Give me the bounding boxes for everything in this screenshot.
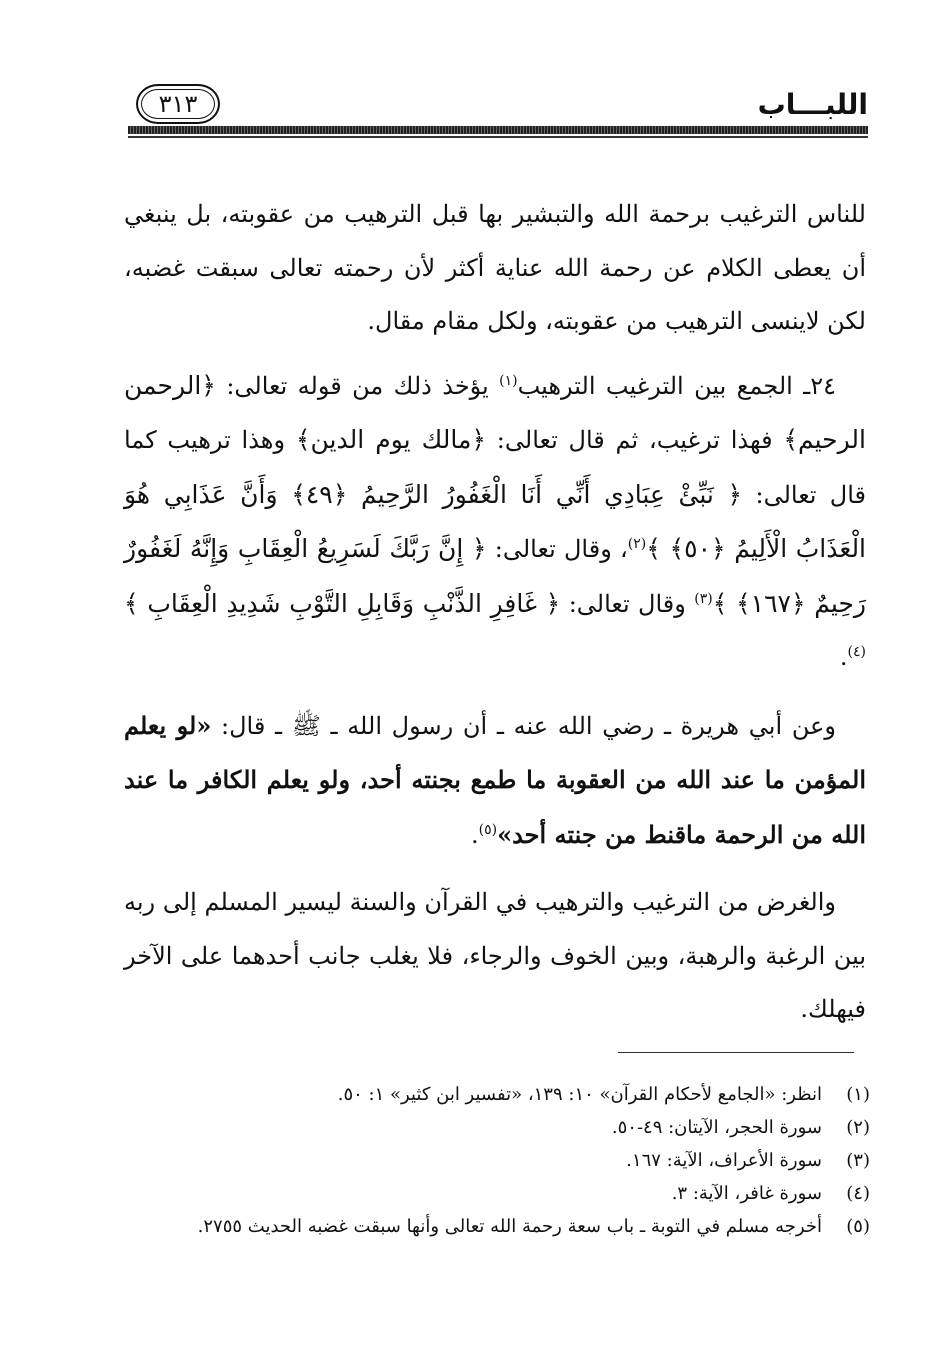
- quran-quote: ﴿مالك يوم الدين﴾: [295, 425, 487, 454]
- paragraph-3: [124, 699, 866, 863]
- footnote-text: سورة الحجر، الآيتان: ٤٩-٥٠.: [611, 1117, 822, 1138]
- page-number-badge: [136, 84, 220, 124]
- footnote-number: (٣): [846, 1150, 870, 1171]
- text-run: .: [470, 820, 479, 849]
- footnote-item: [118, 1146, 870, 1176]
- quran-verse: ﴿ نَبِّئْ عِبَادِي أَنِّي أَنَا الْغَفُورُ الرَّحِيمُ ﴿٤٩﴾ وَأَنَّ عَذَابِي هُوَ الْعَذَابُ الْأَلِيمُ ﴿٥٠﴾ ﴾: [124, 479, 867, 563]
- footnotes: [118, 1080, 870, 1245]
- paragraph-2: [124, 359, 866, 685]
- text-run: .: [839, 643, 848, 671]
- footnote-number: (١): [846, 1084, 870, 1105]
- footnote-ref-2: (٢): [627, 536, 647, 552]
- footnote-text: أخرجه مسلم في التوبة ـ باب سعة رحمة الله تعالى وأنها سبقت غضبه الحديث ٢٧٥٥.: [197, 1216, 822, 1237]
- paragraph-1: للناس الترغيب برحمة الله والتبشير بها قبل الترهيب من عقوبته، بل ينبغي أن يعطى الكلام عن رحمة الله عناية أكثر لأن رحمته تعالى سبقت غضبه، لكن لاينسى الترهيب من عقوبته، ولكل مقام مقال.: [124, 200, 866, 335]
- quran-verse: ﴿ إِنَّ رَبَّكَ لَسَرِيعُ الْعِقَابِ وَإِنَّهُ لَغَفُورٌ رَحِيمٌ ﴿١٦٧﴾ ﴾: [124, 534, 867, 618]
- main-text: [124, 188, 866, 1037]
- page-number: ٣١٣: [158, 90, 198, 118]
- footnote-number: (٢): [846, 1117, 870, 1138]
- footnote-ref-3: (٣): [694, 590, 713, 607]
- footnote-item: [118, 1080, 870, 1110]
- quran-quote: ﴿الرحمن الرحيم﴾: [124, 370, 866, 454]
- quran-verse: ﴿ غَافِرِ الذَّنْبِ وَقَابِلِ التَّوْبِ شَدِيدِ الْعِقَابِ ﴾: [124, 588, 561, 618]
- footnote-separator: [618, 1052, 854, 1053]
- text-run: فهذا ترغيب، ثم قال تعالى:: [486, 426, 784, 454]
- footnote-number: (٥): [846, 1216, 870, 1237]
- footnote-ref-5: (٥): [478, 821, 498, 838]
- footnote-number: (٤): [846, 1183, 870, 1204]
- hadith-quote: «لو يعلم المؤمن ما عند الله من العقوبة ما طمع بجنته أحد، ولو يعلم الكافر ما عند الله من الرحمة ماقنط من جنته أحد»: [124, 710, 866, 849]
- book-title: اللبـــاب: [757, 88, 868, 121]
- section-heading: ٢٤ـ الجمع بين الترغيب الترهيب: [517, 371, 836, 400]
- footnote-ref-1: (١): [499, 372, 518, 389]
- text-run: وعن أبي هريرة ـ رضي الله عنه ـ أن رسول الله ـ ﷺ ـ قال:: [211, 711, 836, 740]
- footnote-item: [118, 1113, 870, 1143]
- footnote-text: انظر: «الجامع لأحكام القرآن» ١٠: ١٣٩، «تفسير ابن كثير» ١: ٥٠.: [337, 1084, 822, 1105]
- footnote-item: [118, 1179, 870, 1209]
- paragraph-4: والغرض من الترغيب والترهيب في القرآن والسنة ليسير المسلم إلى ربه بين الرغبة والرهبة، وبين الخوف والرجاء، فلا يغلب جانب أحدهما على الآخر فيهلك.: [124, 888, 866, 1023]
- text-run: يؤخذ ذلك من قوله تعالى:: [215, 371, 500, 400]
- text-run: وهذا ترهيب كما قال تعالى:: [124, 426, 867, 509]
- footnote-text: سورة غافر، الآية: ٣.: [671, 1183, 822, 1204]
- footnote-ref-4: (٤): [847, 644, 866, 660]
- header-rule-thin: [128, 136, 868, 138]
- footnote-text: سورة الأعراف، الآية: ١٦٧.: [626, 1150, 822, 1171]
- text-run: ، وقال تعالى:: [486, 535, 628, 563]
- header-rule: [128, 126, 868, 134]
- footnote-item: [118, 1212, 870, 1242]
- text-run: وقال تعالى:: [560, 589, 695, 618]
